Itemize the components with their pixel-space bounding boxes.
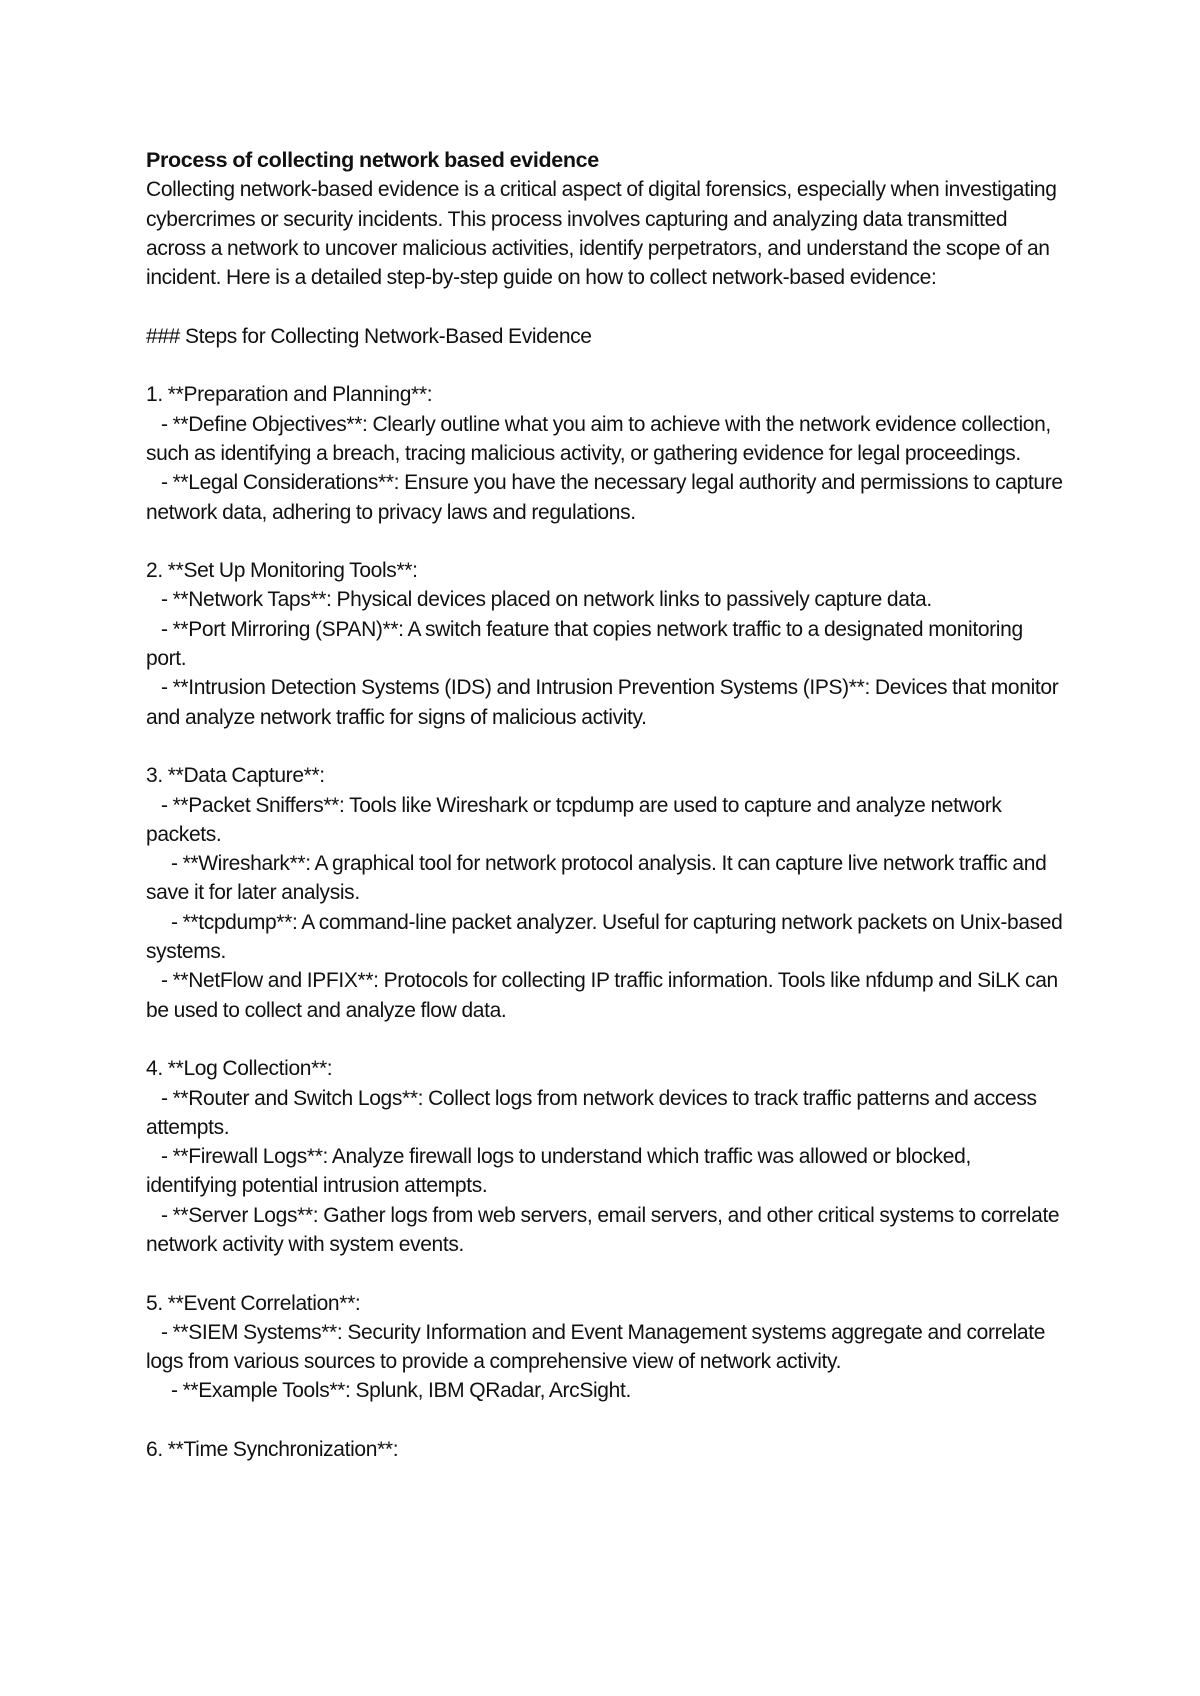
step-5-heading: 5. **Event Correlation**:: [146, 1291, 361, 1315]
document-title: Process of collecting network based evidence: [146, 148, 599, 172]
step-4-item-router-switch-logs: - **Router and Switch Logs**: Collect logs from network devices to track traffic patterns and access attempts.: [146, 1086, 1042, 1139]
step-3-item-packet-sniffers: - **Packet Sniffers**: Tools like Wireshark or tcpdump are used to capture and analyze network packets.: [146, 793, 1007, 846]
document-body: [146, 146, 1066, 1464]
blank-line: [146, 527, 1066, 556]
blank-line: [146, 1259, 1066, 1288]
step-1-item-legal-considerations: - **Legal Considerations**: Ensure you have the necessary legal authority and permissions to capture network data, adhering to privacy laws and regulations.: [146, 471, 1068, 524]
step-5-item-example-tools: - **Example Tools**: Splunk, IBM QRadar, ArcSight.: [146, 1379, 631, 1403]
blank-line: [146, 1406, 1066, 1435]
blank-line: [146, 292, 1066, 321]
steps-heading: ### Steps for Collecting Network-Based Evidence: [146, 324, 592, 348]
step-3-item-tcpdump: - **tcpdump**: A command-line packet analyzer. Useful for capturing network packets on Unix-based systems.: [146, 910, 1068, 964]
step-4-item-firewall-logs: - **Firewall Logs**: Analyze firewall logs to understand which traffic was allowed or blocked, identifying potential intrusion attempts.: [146, 1145, 976, 1198]
step-1-heading: 1. **Preparation and Planning**:: [146, 383, 433, 407]
blank-line: [146, 732, 1066, 761]
step-4-heading: 4. **Log Collection**:: [146, 1057, 333, 1081]
step-3-item-wireshark: - **Wireshark**: A graphical tool for network protocol analysis. It can capture live network traffic and save it for later analysis.: [146, 852, 1052, 905]
blank-line: [146, 351, 1066, 380]
intro-paragraph: Collecting network-based evidence is a critical aspect of digital forensics, especially when investigating cybercrimes or security incidents. This process involves capturing and analyzing data transmitted across a network to uncover malicious activities, identify perpetrators, and understand the scope of an incident. Here is a detailed step-by-step guide on how to collect network-based evidence:: [146, 178, 1062, 290]
step-4-item-server-logs: - **Server Logs**: Gather logs from web servers, email servers, and other critical systems to correlate network activity with system events.: [146, 1203, 1065, 1256]
step-2-item-port-mirroring: - **Port Mirroring (SPAN)**: A switch feature that copies network traffic to a designated monitoring port.: [146, 617, 1028, 671]
step-3-item-netflow: - **NetFlow and IPFIX**: Protocols for collecting IP traffic information. Tools like nfdump and SiLK can be used to collect and analyze flow data.: [146, 969, 1063, 1022]
step-3-heading: 3. **Data Capture**:: [146, 764, 325, 788]
step-5-item-siem-systems: - **SIEM Systems**: Security Information and Event Management systems aggregate and correlate logs from various sources to provide a comprehensive view of network activity.: [146, 1320, 1051, 1374]
step-6-heading: 6. **Time Synchronization**:: [146, 1438, 399, 1462]
step-2-item-ids-ips: - **Intrusion Detection Systems (IDS) and Intrusion Prevention Systems (IPS)**: Devices that monitor and analyze network traffic for signs of malicious activity.: [146, 676, 1064, 729]
step-1-item-define-objectives: - **Define Objectives**: Clearly outline what you aim to achieve with the network evidence collection, such as identifying a breach, tracing malicious activity, or gathering evidence for legal proceedings.: [146, 412, 1056, 465]
step-2-item-network-taps: - **Network Taps**: Physical devices placed on network links to passively capture data.: [146, 588, 932, 612]
step-2-heading: 2. **Set Up Monitoring Tools**:: [146, 559, 418, 583]
blank-line: [146, 1025, 1066, 1054]
